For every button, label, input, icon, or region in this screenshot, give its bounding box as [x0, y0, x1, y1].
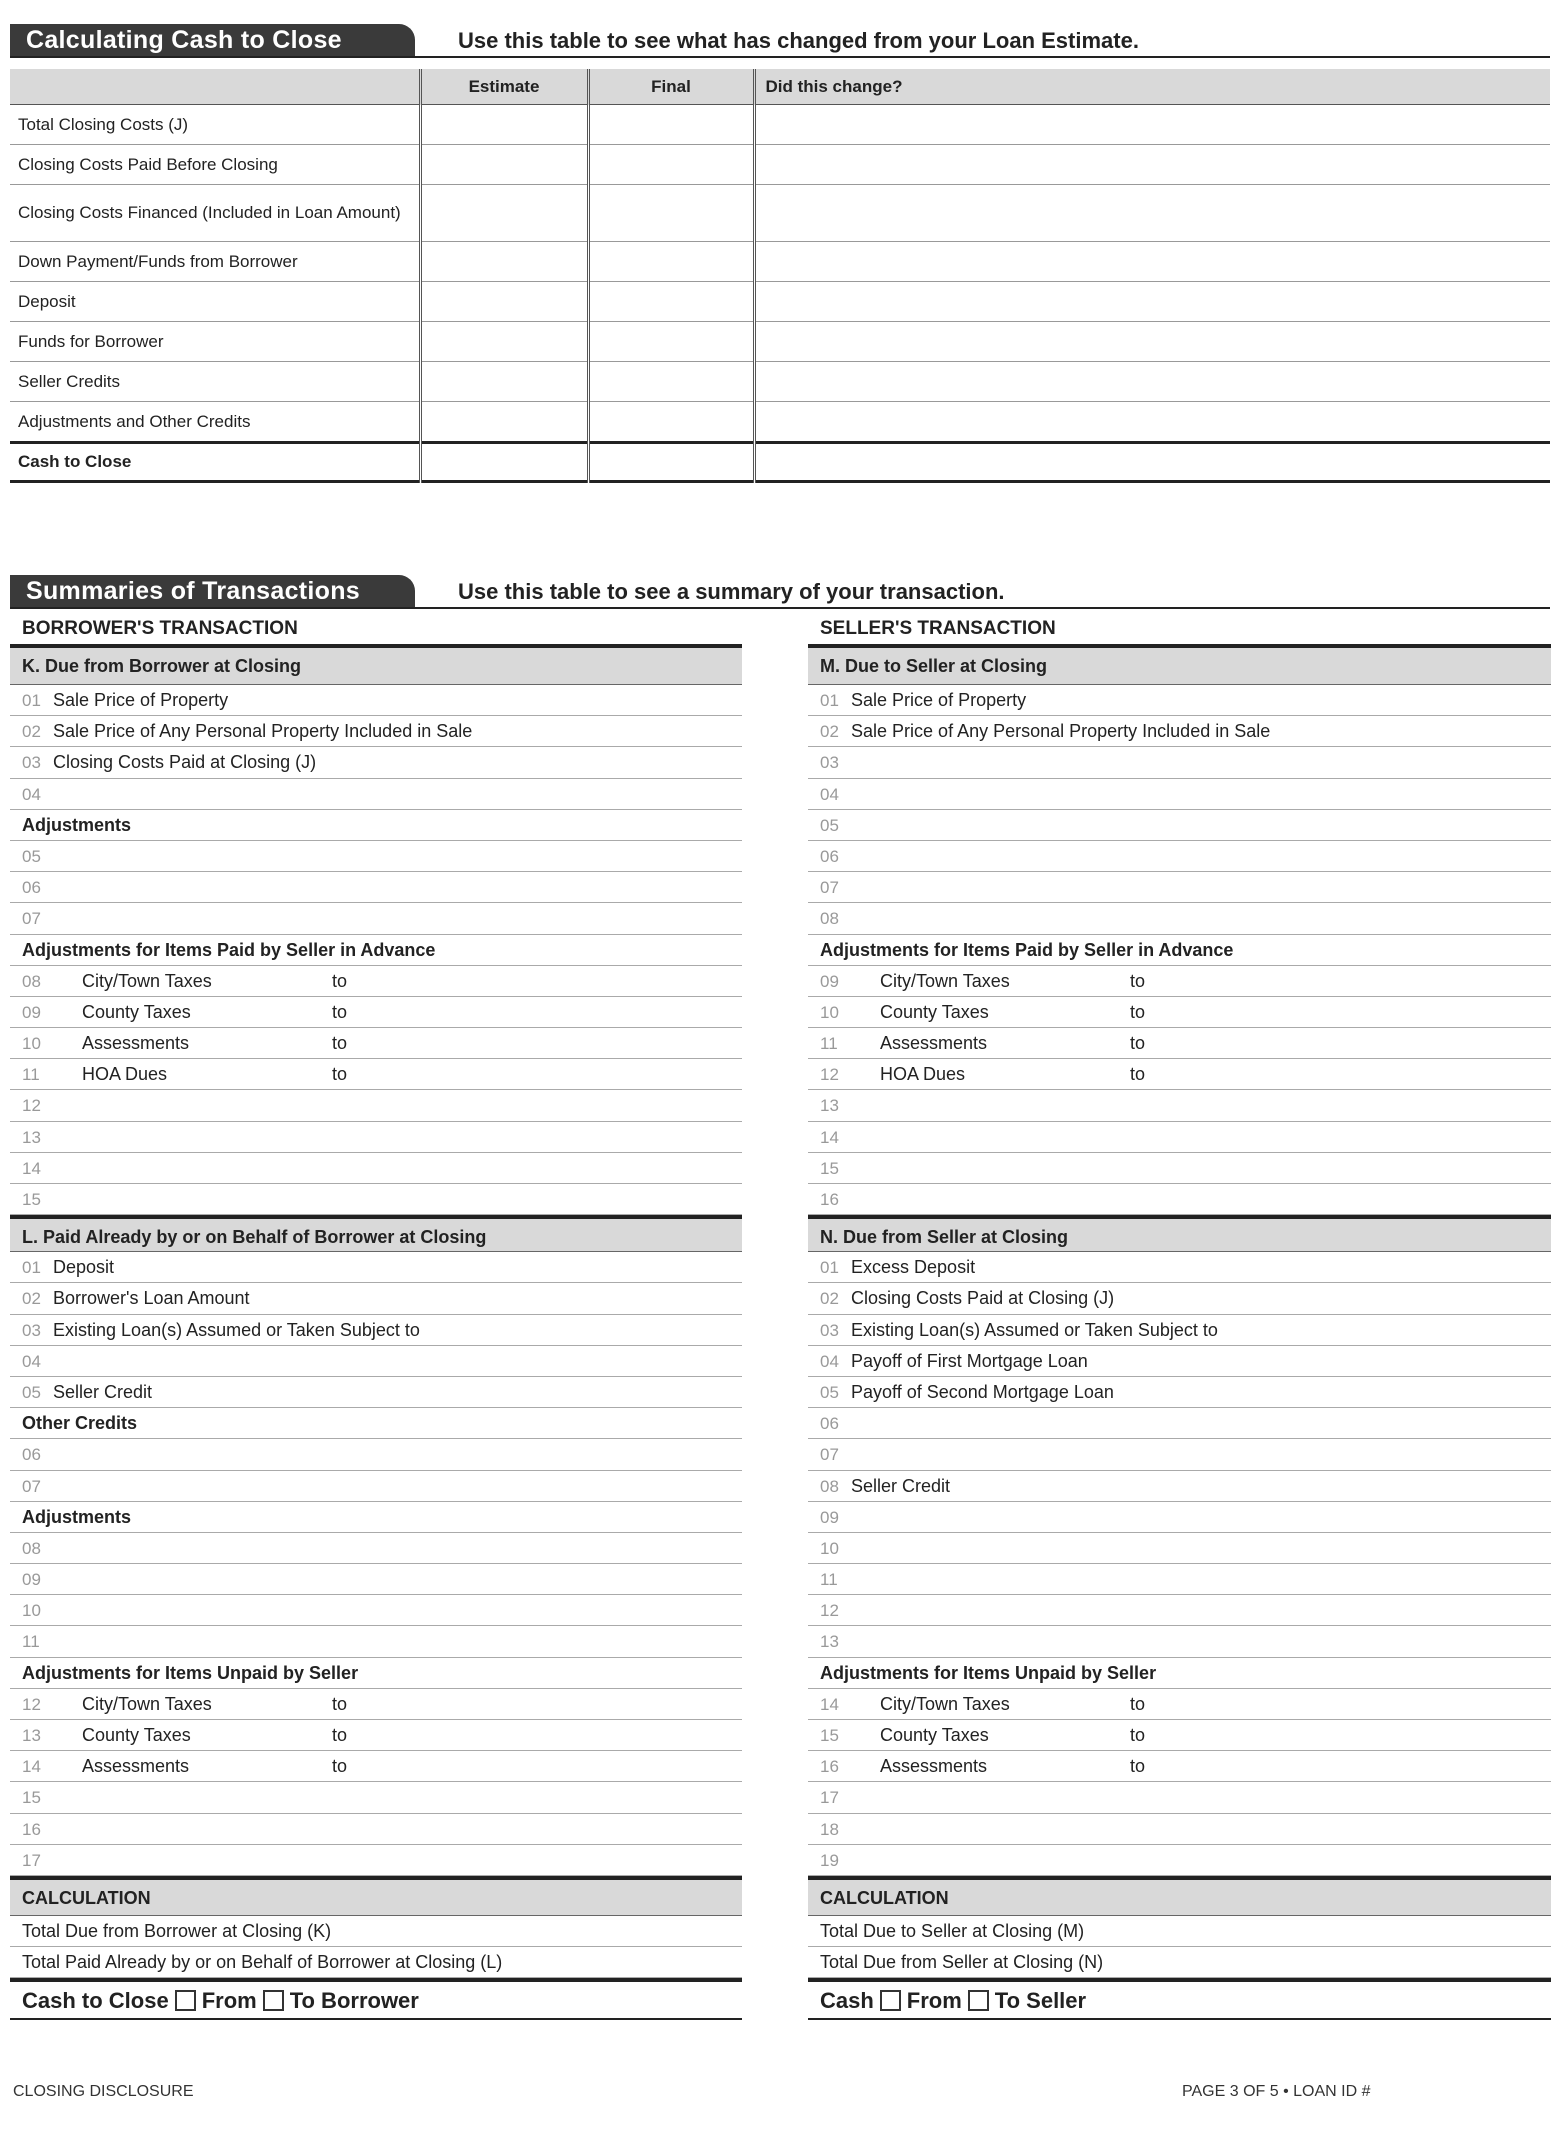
cash-table-header-blank: [10, 69, 420, 105]
line-number: 03: [22, 1320, 41, 1340]
section-l-header: [10, 1215, 742, 1252]
date-range-to: to: [332, 1033, 348, 1054]
line-number: 04: [820, 784, 839, 804]
cash-change-cell[interactable]: [754, 322, 1550, 362]
line-label: HOA Dues: [82, 1064, 168, 1085]
cash-final-cell[interactable]: [588, 402, 754, 443]
line-label: County Taxes: [880, 1725, 989, 1745]
seller-transaction-column: [808, 614, 1551, 2020]
line-item: [808, 841, 1551, 872]
calculation-label: Total Due to Seller at Closing (M): [820, 1920, 1085, 1941]
line-label: Assessments: [82, 1033, 190, 1054]
header-did-this-change: Did this change?: [754, 69, 1550, 105]
proration-line-item: [808, 966, 1551, 997]
line-item: [808, 1315, 1551, 1346]
line-label: Sale Price of Any Personal Property Included in Sale: [851, 721, 1271, 742]
line-number: 15: [820, 1726, 839, 1745]
cash-row-label: Seller Credits: [10, 362, 420, 402]
line-number: 03: [820, 1320, 839, 1340]
line-item: [10, 716, 742, 747]
line-number: 12: [820, 1065, 839, 1085]
section-m-header: [808, 648, 1551, 685]
cash-table-header-row: [10, 69, 1550, 105]
line-label: City/Town Taxes: [880, 970, 1010, 991]
line-number: 08: [22, 1538, 41, 1558]
line-number: 15: [820, 1158, 839, 1178]
line-item: [10, 1377, 742, 1408]
line-label: Sale Price of Any Personal Property Included in Sale: [53, 721, 473, 742]
line-number: 11: [22, 1632, 40, 1652]
line-number: 05: [820, 815, 839, 835]
proration-line-item: [10, 966, 742, 997]
calculation-label: Total Due from Borrower at Closing (K): [22, 1920, 332, 1941]
calculation-row: [808, 1916, 1551, 1947]
line-number: 02: [820, 722, 839, 742]
line-label: County Taxes: [880, 1001, 989, 1022]
calculation-row: [10, 1947, 742, 1978]
line-item: [10, 779, 742, 810]
borrower-transaction-column: [10, 614, 742, 2020]
cash-estimate-cell[interactable]: [420, 282, 588, 322]
line-number: 05: [820, 1382, 839, 1402]
line-number: 02: [22, 1289, 41, 1309]
line-number: 09: [820, 971, 839, 991]
line-number: 04: [22, 784, 41, 804]
cash-row-label: Adjustments and Other Credits: [10, 402, 420, 443]
line-item: [10, 1090, 742, 1121]
cash-row-label: Closing Costs Financed (Included in Loan Amount): [10, 185, 420, 242]
advance-adjustments-subheading: [10, 935, 742, 966]
subheading-text: Adjustments for Items Paid by Seller in Advance: [820, 939, 1234, 960]
date-range-to: to: [332, 1693, 348, 1714]
date-range-to: to: [1130, 1725, 1146, 1745]
cash-final-cell[interactable]: [588, 145, 754, 185]
date-range-to: to: [1130, 1693, 1146, 1714]
unpaid-adjustments-subheading: [808, 1658, 1551, 1689]
date-range-to: to: [1130, 1756, 1146, 1777]
line-label: County Taxes: [82, 1001, 191, 1022]
cash-change-cell[interactable]: [754, 105, 1550, 145]
line-label: Payoff of Second Mortgage Loan: [851, 1381, 1114, 1402]
line-number: 02: [820, 1289, 839, 1309]
line-number: 13: [22, 1127, 41, 1147]
line-number: 15: [22, 1788, 41, 1808]
section-heading-text: M. Due to Seller at Closing: [820, 656, 1048, 676]
date-range-to: to: [332, 1064, 348, 1085]
line-number: 08: [820, 1476, 839, 1496]
header-final: Final: [588, 69, 754, 105]
line-item: [10, 1346, 742, 1377]
cash-section-subtitle: Use this table to see what has changed from your Loan Estimate.: [458, 28, 1139, 53]
line-item: [808, 1502, 1551, 1533]
date-range-to: to: [332, 970, 348, 991]
line-number: 08: [22, 971, 41, 991]
line-item: [808, 1782, 1551, 1813]
line-number: 03: [820, 753, 839, 773]
line-label: Deposit: [53, 1257, 115, 1278]
line-label: City/Town Taxes: [82, 970, 212, 991]
line-number: 06: [22, 1445, 41, 1465]
cash-final-cell[interactable]: [588, 322, 754, 362]
cash-estimate-cell[interactable]: [420, 362, 588, 402]
adjustments-subheading: [10, 1502, 742, 1533]
line-label: Seller Credit: [53, 1381, 153, 1402]
calculation-row: [10, 1916, 742, 1947]
line-item: [10, 1153, 742, 1184]
line-item: [808, 1252, 1551, 1283]
from-checkbox[interactable]: [175, 1990, 196, 2011]
line-item: [10, 903, 742, 934]
line-item: [808, 1533, 1551, 1564]
final-cash-row: [10, 1978, 742, 2020]
final-cash-row: [808, 1978, 1551, 2020]
cash-estimate-cell[interactable]: [420, 185, 588, 242]
line-number: 04: [22, 1351, 41, 1371]
cash-change-cell[interactable]: [754, 362, 1550, 402]
calculation-header: [808, 1876, 1551, 1916]
line-label: Excess Deposit: [851, 1257, 976, 1278]
line-number: 01: [22, 691, 41, 710]
footer-right: PAGE 3 OF 5 • LOAN ID #: [1182, 2083, 1371, 2100]
to-checkbox[interactable]: [263, 1990, 284, 2011]
line-number: 11: [22, 1065, 40, 1085]
line-item: [808, 747, 1551, 778]
proration-line-item: [10, 997, 742, 1028]
date-range-to: to: [1130, 1033, 1146, 1054]
line-number: 11: [820, 1034, 838, 1054]
line-number: 10: [22, 1601, 41, 1621]
line-item: [10, 1533, 742, 1564]
line-item: [10, 1626, 742, 1657]
section-n-header: [808, 1215, 1551, 1252]
proration-line-item: [808, 1751, 1551, 1782]
line-item: [808, 1845, 1551, 1876]
calculation-label: Total Paid Already by or on Behalf of Borrower at Closing (L): [22, 1952, 503, 1973]
from-label: From: [201, 1988, 257, 2014]
proration-line-item: [808, 997, 1551, 1028]
proration-line-item: [10, 1028, 742, 1059]
cash-section-header: [10, 24, 1550, 58]
line-item: [808, 903, 1551, 934]
date-range-to: to: [1130, 1001, 1146, 1022]
section-k-header: [10, 648, 742, 685]
line-number: 15: [22, 1190, 41, 1209]
line-item: [808, 1153, 1551, 1184]
line-number: 09: [22, 1002, 41, 1022]
line-number: 14: [22, 1757, 41, 1777]
cash-table-row: [10, 242, 1550, 282]
cash-final-cell[interactable]: [588, 282, 754, 322]
line-label: Assessments: [880, 1033, 988, 1054]
cash-change-cell[interactable]: [754, 242, 1550, 282]
column-title-text: SELLER'S TRANSACTION: [820, 618, 1056, 639]
section-heading-text: N. Due from Seller at Closing: [820, 1227, 1069, 1248]
from-checkbox[interactable]: [880, 1990, 901, 2011]
cash-total-final[interactable]: [588, 443, 754, 482]
header-estimate: Estimate: [420, 69, 588, 105]
line-number: 06: [22, 878, 41, 898]
line-number: 13: [820, 1096, 839, 1116]
line-number: 01: [820, 691, 839, 710]
advance-adjustments-subheading: [808, 935, 1551, 966]
line-number: 10: [22, 1034, 41, 1054]
line-item: [808, 1471, 1551, 1502]
cash-final-cell[interactable]: [588, 185, 754, 242]
line-item: [808, 1408, 1551, 1439]
line-item: [808, 1564, 1551, 1595]
final-label: Cash to Close: [22, 1988, 169, 2014]
cash-change-cell[interactable]: [754, 282, 1550, 322]
line-item: [10, 1315, 742, 1346]
cash-table-row: [10, 145, 1550, 185]
cash-table-row: [10, 282, 1550, 322]
line-item: [808, 685, 1551, 716]
line-item: [10, 872, 742, 903]
line-number: 10: [820, 1538, 839, 1558]
line-number: 07: [820, 1445, 839, 1465]
line-item: [808, 1122, 1551, 1153]
subheading-text: Adjustments for Items Paid by Seller in Advance: [22, 939, 436, 960]
cash-table-row: [10, 105, 1550, 145]
cash-table-row: [10, 402, 1550, 443]
line-number: 06: [820, 846, 839, 866]
line-label: Borrower's Loan Amount: [53, 1288, 250, 1309]
line-label: Closing Costs Paid at Closing (J): [851, 1288, 1115, 1309]
line-number: 17: [820, 1788, 839, 1808]
line-item: [10, 1845, 742, 1876]
cash-total-label: Cash to Close: [10, 443, 420, 482]
line-label: Existing Loan(s) Assumed or Taken Subject to: [851, 1319, 1218, 1340]
calculation-title: CALCULATION: [22, 1887, 151, 1908]
cash-final-cell[interactable]: [588, 105, 754, 145]
cash-total-estimate[interactable]: [420, 443, 588, 482]
line-item: [10, 1782, 742, 1813]
line-item: [10, 1122, 742, 1153]
cash-row-label: Down Payment/Funds from Borrower: [10, 242, 420, 282]
line-item: [808, 872, 1551, 903]
subheading-text: Other Credits: [22, 1413, 138, 1434]
to-label: To Seller: [994, 1988, 1087, 2014]
section-heading-text: K. Due from Borrower at Closing: [22, 656, 302, 676]
date-range-to: to: [332, 1001, 348, 1022]
column-title-text: BORROWER'S TRANSACTION: [22, 618, 298, 639]
line-item: [10, 1283, 742, 1314]
line-item: [10, 1252, 742, 1283]
line-item: [10, 1471, 742, 1502]
cash-row-label: Deposit: [10, 282, 420, 322]
line-item: [10, 747, 742, 778]
line-number: 14: [22, 1158, 41, 1178]
cash-estimate-cell[interactable]: [420, 145, 588, 185]
line-number: 10: [820, 1002, 839, 1022]
line-label: Sale Price of Property: [53, 690, 229, 710]
section-heading-text: L. Paid Already by or on Behalf of Borrower at Closing: [22, 1227, 487, 1248]
line-number: 12: [22, 1694, 41, 1714]
line-number: 07: [820, 878, 839, 898]
line-item: [808, 1595, 1551, 1626]
date-range-to: to: [332, 1725, 348, 1745]
proration-line-item: [808, 1028, 1551, 1059]
cash-table-row: [10, 185, 1550, 242]
line-label: Closing Costs Paid at Closing (J): [53, 752, 317, 773]
line-item: [808, 1184, 1551, 1215]
proration-line-item: [10, 1720, 742, 1751]
line-number: 18: [820, 1819, 839, 1839]
cash-final-cell[interactable]: [588, 362, 754, 402]
cash-section-title: Calculating Cash to Close: [10, 24, 415, 56]
line-item: [808, 716, 1551, 747]
line-label: County Taxes: [82, 1725, 191, 1745]
line-item: [808, 1377, 1551, 1408]
cash-table-row: [10, 322, 1550, 362]
line-label: Assessments: [880, 1756, 988, 1777]
calculation-header: [10, 1876, 742, 1916]
cash-estimate-cell[interactable]: [420, 402, 588, 443]
line-number: 16: [820, 1757, 839, 1777]
cash-row-label: Funds for Borrower: [10, 322, 420, 362]
line-label: Sale Price of Property: [851, 690, 1027, 710]
line-number: 02: [22, 722, 41, 742]
line-item: [10, 1814, 742, 1845]
cash-to-close-table: [10, 69, 1550, 483]
line-number: 01: [820, 1258, 839, 1278]
cash-estimate-cell[interactable]: [420, 242, 588, 282]
line-number: 14: [820, 1127, 839, 1147]
from-label: From: [906, 1988, 962, 2014]
date-range-to: to: [1130, 1064, 1146, 1085]
line-number: 07: [22, 1476, 41, 1496]
line-label: HOA Dues: [880, 1064, 966, 1085]
footer-left: CLOSING DISCLOSURE: [13, 2083, 194, 2100]
date-range-to: to: [1130, 970, 1146, 991]
line-number: 01: [22, 1258, 41, 1278]
line-item: [808, 1090, 1551, 1121]
line-number: 17: [22, 1850, 41, 1870]
cash-table-total-row: [10, 443, 1550, 482]
line-number: 12: [820, 1601, 839, 1621]
proration-line-item: [808, 1059, 1551, 1090]
subheading-text: Adjustments: [22, 1506, 132, 1527]
line-item: [10, 685, 742, 716]
cash-table-row: [10, 362, 1550, 402]
line-number: 05: [22, 1382, 41, 1402]
cash-row-label: Total Closing Costs (J): [10, 105, 420, 145]
line-number: 14: [820, 1694, 839, 1714]
subheading-text: Adjustments: [22, 814, 132, 835]
subheading-text: Adjustments for Items Unpaid by Seller: [820, 1662, 1157, 1683]
unpaid-adjustments-subheading: [10, 1658, 742, 1689]
cash-row-label: Closing Costs Paid Before Closing: [10, 145, 420, 185]
line-label: Seller Credit: [851, 1475, 951, 1496]
cash-change-cell[interactable]: [754, 145, 1550, 185]
proration-line-item: [808, 1720, 1551, 1751]
line-number: 16: [820, 1190, 839, 1209]
line-number: 13: [820, 1632, 839, 1652]
cash-change-cell[interactable]: [754, 402, 1550, 443]
calculation-label: Total Due from Seller at Closing (N): [820, 1952, 1104, 1973]
line-number: 08: [820, 909, 839, 929]
proration-line-item: [808, 1689, 1551, 1720]
line-item: [10, 1184, 742, 1215]
final-label: Cash: [820, 1988, 874, 2014]
line-item: [10, 841, 742, 872]
line-number: 19: [820, 1850, 839, 1870]
other-credits-subheading: [10, 1408, 742, 1439]
line-item: [808, 810, 1551, 841]
cash-final-cell[interactable]: [588, 242, 754, 282]
calculation-title: CALCULATION: [820, 1887, 949, 1908]
line-number: 06: [820, 1414, 839, 1434]
proration-line-item: [10, 1059, 742, 1090]
adjustments-subheading: [10, 810, 742, 841]
cash-change-cell[interactable]: [754, 185, 1550, 242]
line-number: 13: [22, 1726, 41, 1745]
calculation-row: [808, 1947, 1551, 1978]
line-label: Existing Loan(s) Assumed or Taken Subject to: [53, 1319, 420, 1340]
summary-section-subtitle: Use this table to see a summary of your transaction.: [458, 579, 1005, 604]
line-item: [10, 1439, 742, 1470]
line-item: [10, 1595, 742, 1626]
proration-line-item: [10, 1689, 742, 1720]
line-item: [10, 1564, 742, 1595]
date-range-to: to: [332, 1756, 348, 1777]
line-number: 16: [22, 1819, 41, 1839]
borrower-transaction-title: [10, 614, 742, 648]
line-item: [808, 1283, 1551, 1314]
seller-transaction-title: [808, 614, 1551, 648]
proration-line-item: [10, 1751, 742, 1782]
line-number: 12: [22, 1096, 41, 1116]
line-label: Payoff of First Mortgage Loan: [851, 1350, 1088, 1371]
line-number: 07: [22, 909, 41, 929]
line-item: [808, 1346, 1551, 1377]
subheading-text: Adjustments for Items Unpaid by Seller: [22, 1662, 359, 1683]
line-number: 11: [820, 1570, 838, 1590]
line-label: City/Town Taxes: [82, 1693, 212, 1714]
line-number: 04: [820, 1351, 839, 1371]
line-item: [808, 1439, 1551, 1470]
line-label: Assessments: [82, 1756, 190, 1777]
line-item: [808, 1814, 1551, 1845]
line-number: 09: [820, 1507, 839, 1527]
to-label: To Borrower: [289, 1988, 419, 2014]
summary-section-title: Summaries of Transactions: [10, 575, 415, 607]
line-item: [808, 1626, 1551, 1657]
line-number: 03: [22, 753, 41, 773]
cash-total-change[interactable]: [754, 443, 1550, 482]
to-checkbox[interactable]: [968, 1990, 989, 2011]
line-number: 05: [22, 846, 41, 866]
cash-estimate-cell[interactable]: [420, 322, 588, 362]
line-item: [808, 779, 1551, 810]
line-label: City/Town Taxes: [880, 1693, 1010, 1714]
summary-section-header: [10, 575, 1550, 609]
line-number: 09: [22, 1570, 41, 1590]
cash-estimate-cell[interactable]: [420, 105, 588, 145]
